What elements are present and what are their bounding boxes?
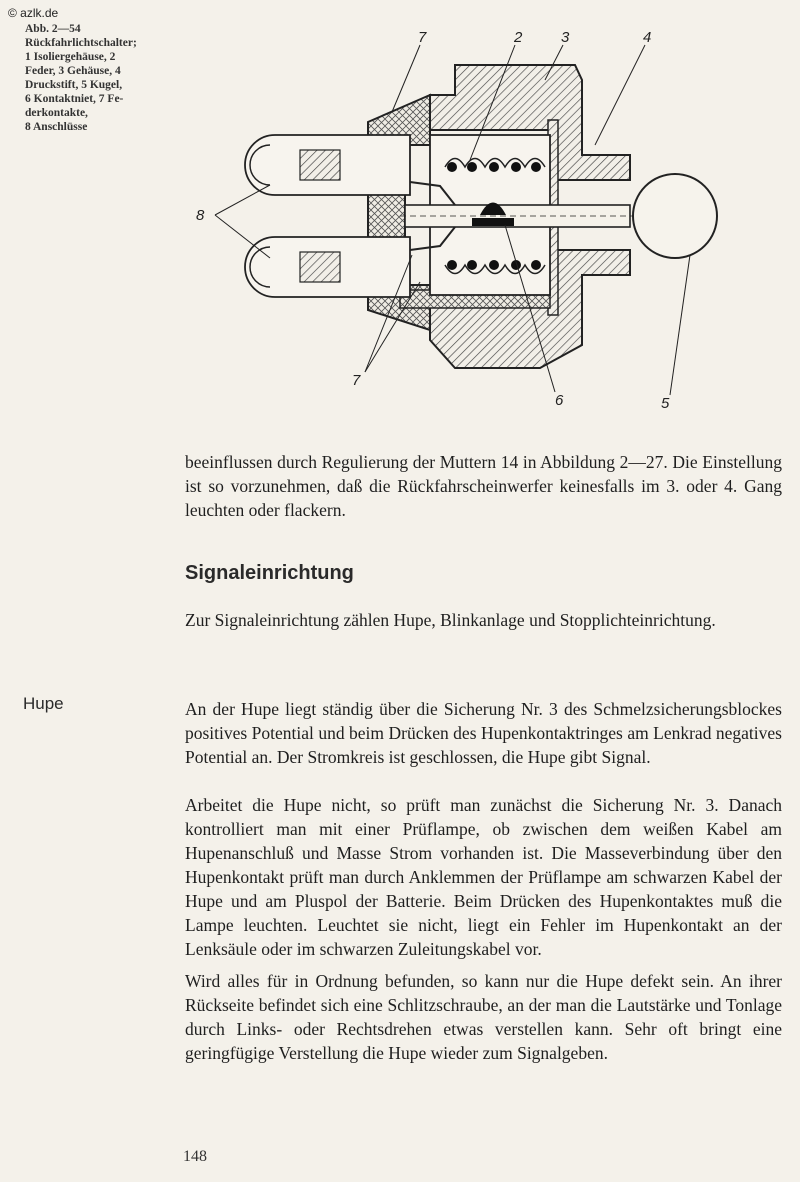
callout-5: 5 xyxy=(661,395,670,412)
hupe-paragraph-1: An der Hupe liegt ständig über die Sicherung Nr. 3 des Schmelzsicherungsblockes positives Potential und beim Drücken des Hupenkontaktringes am Lenkrad negatives Potential an. Der Stromkreis ist geschlossen, die Hupe gibt Signal. xyxy=(185,699,782,767)
plunger xyxy=(400,205,640,227)
caption-line: 8 Anschlüsse xyxy=(25,121,88,133)
callout-2: 2 xyxy=(514,29,523,46)
hupe-paragraph-2: Arbeitet die Hupe nicht, so prüft man zunächst die Sicherung Nr. 3. Danach kontrolliert man mit einer Prüflampe, ob zwischen dem weißen Kabel am Hupenanschluß und Masse Strom vorhanden ist. Die Masseverbindung über den Hupenkontakt prüft man durch Anklemmen der Prüflampe am schwarzen Kabel der Hupe und am Pluspol der Batterie. Beim Drücken des Hupenkontaktes muß die Lampe leuchten. Leuchtet sie nicht, liegt ein Fehler im Hupenkontakt an der Lenksäule oder im schwarzen Zuleitungskabel vor. xyxy=(185,795,782,959)
callout-6: 6 xyxy=(555,392,564,409)
callout-4: 4 xyxy=(643,29,652,46)
intro-paragraph: beeinflussen durch Regulierung der Muttern 14 in Abbildung 2—27. Die Einstellung ist so vorzunehmen, daß die Rückfahrscheinwerfer keinesfalls im 3. oder 4. Gang leuchten oder flackern. xyxy=(185,452,782,520)
figure-caption xyxy=(25,22,185,134)
caption-line: Druckstift, 5 Kugel, xyxy=(25,79,123,91)
watermark: © azlk.de xyxy=(8,6,59,20)
page-number: 148 xyxy=(183,1148,207,1165)
caption-line: 1 Isoliergehäuse, 2 xyxy=(25,51,116,63)
hupe-side-label: Hupe xyxy=(23,694,64,713)
switch-cross-section-diagram xyxy=(190,25,750,415)
callout-7-bottom: 7 xyxy=(352,372,361,389)
callout-7-top: 7 xyxy=(418,29,427,46)
callout-3: 3 xyxy=(561,29,570,46)
caption-line: Abb. 2—54 xyxy=(25,23,81,35)
hupe-paragraph-3: Wird alles für in Ordnung befunden, so kann nur die Hupe defekt sein. An ihrer Rückseite befindet sich eine Schlitzschraube, an der man die Lautstärke und Tonlage durch Links- oder Rechtsdrehen etwas verstellen kann. Sehr oft bringt eine geringfügige Verstellung die Hupe wieder zum Signalgeben. xyxy=(185,971,782,1063)
caption-line: 6 Kontaktniet, 7 Fe- xyxy=(25,93,124,105)
caption-line: Feder, 3 Gehäuse, 4 xyxy=(25,65,121,77)
ball xyxy=(633,174,717,258)
section-intro: Zur Signaleinrichtung zählen Hupe, Blinkanlage und Stopplichteinrichtung. xyxy=(185,610,716,630)
section-heading: Signaleinrichtung xyxy=(185,562,354,584)
callout-8: 8 xyxy=(196,207,205,224)
caption-line: Rückfahrlichtschalter; xyxy=(25,37,137,49)
caption-line: derkontakte, xyxy=(25,107,88,119)
